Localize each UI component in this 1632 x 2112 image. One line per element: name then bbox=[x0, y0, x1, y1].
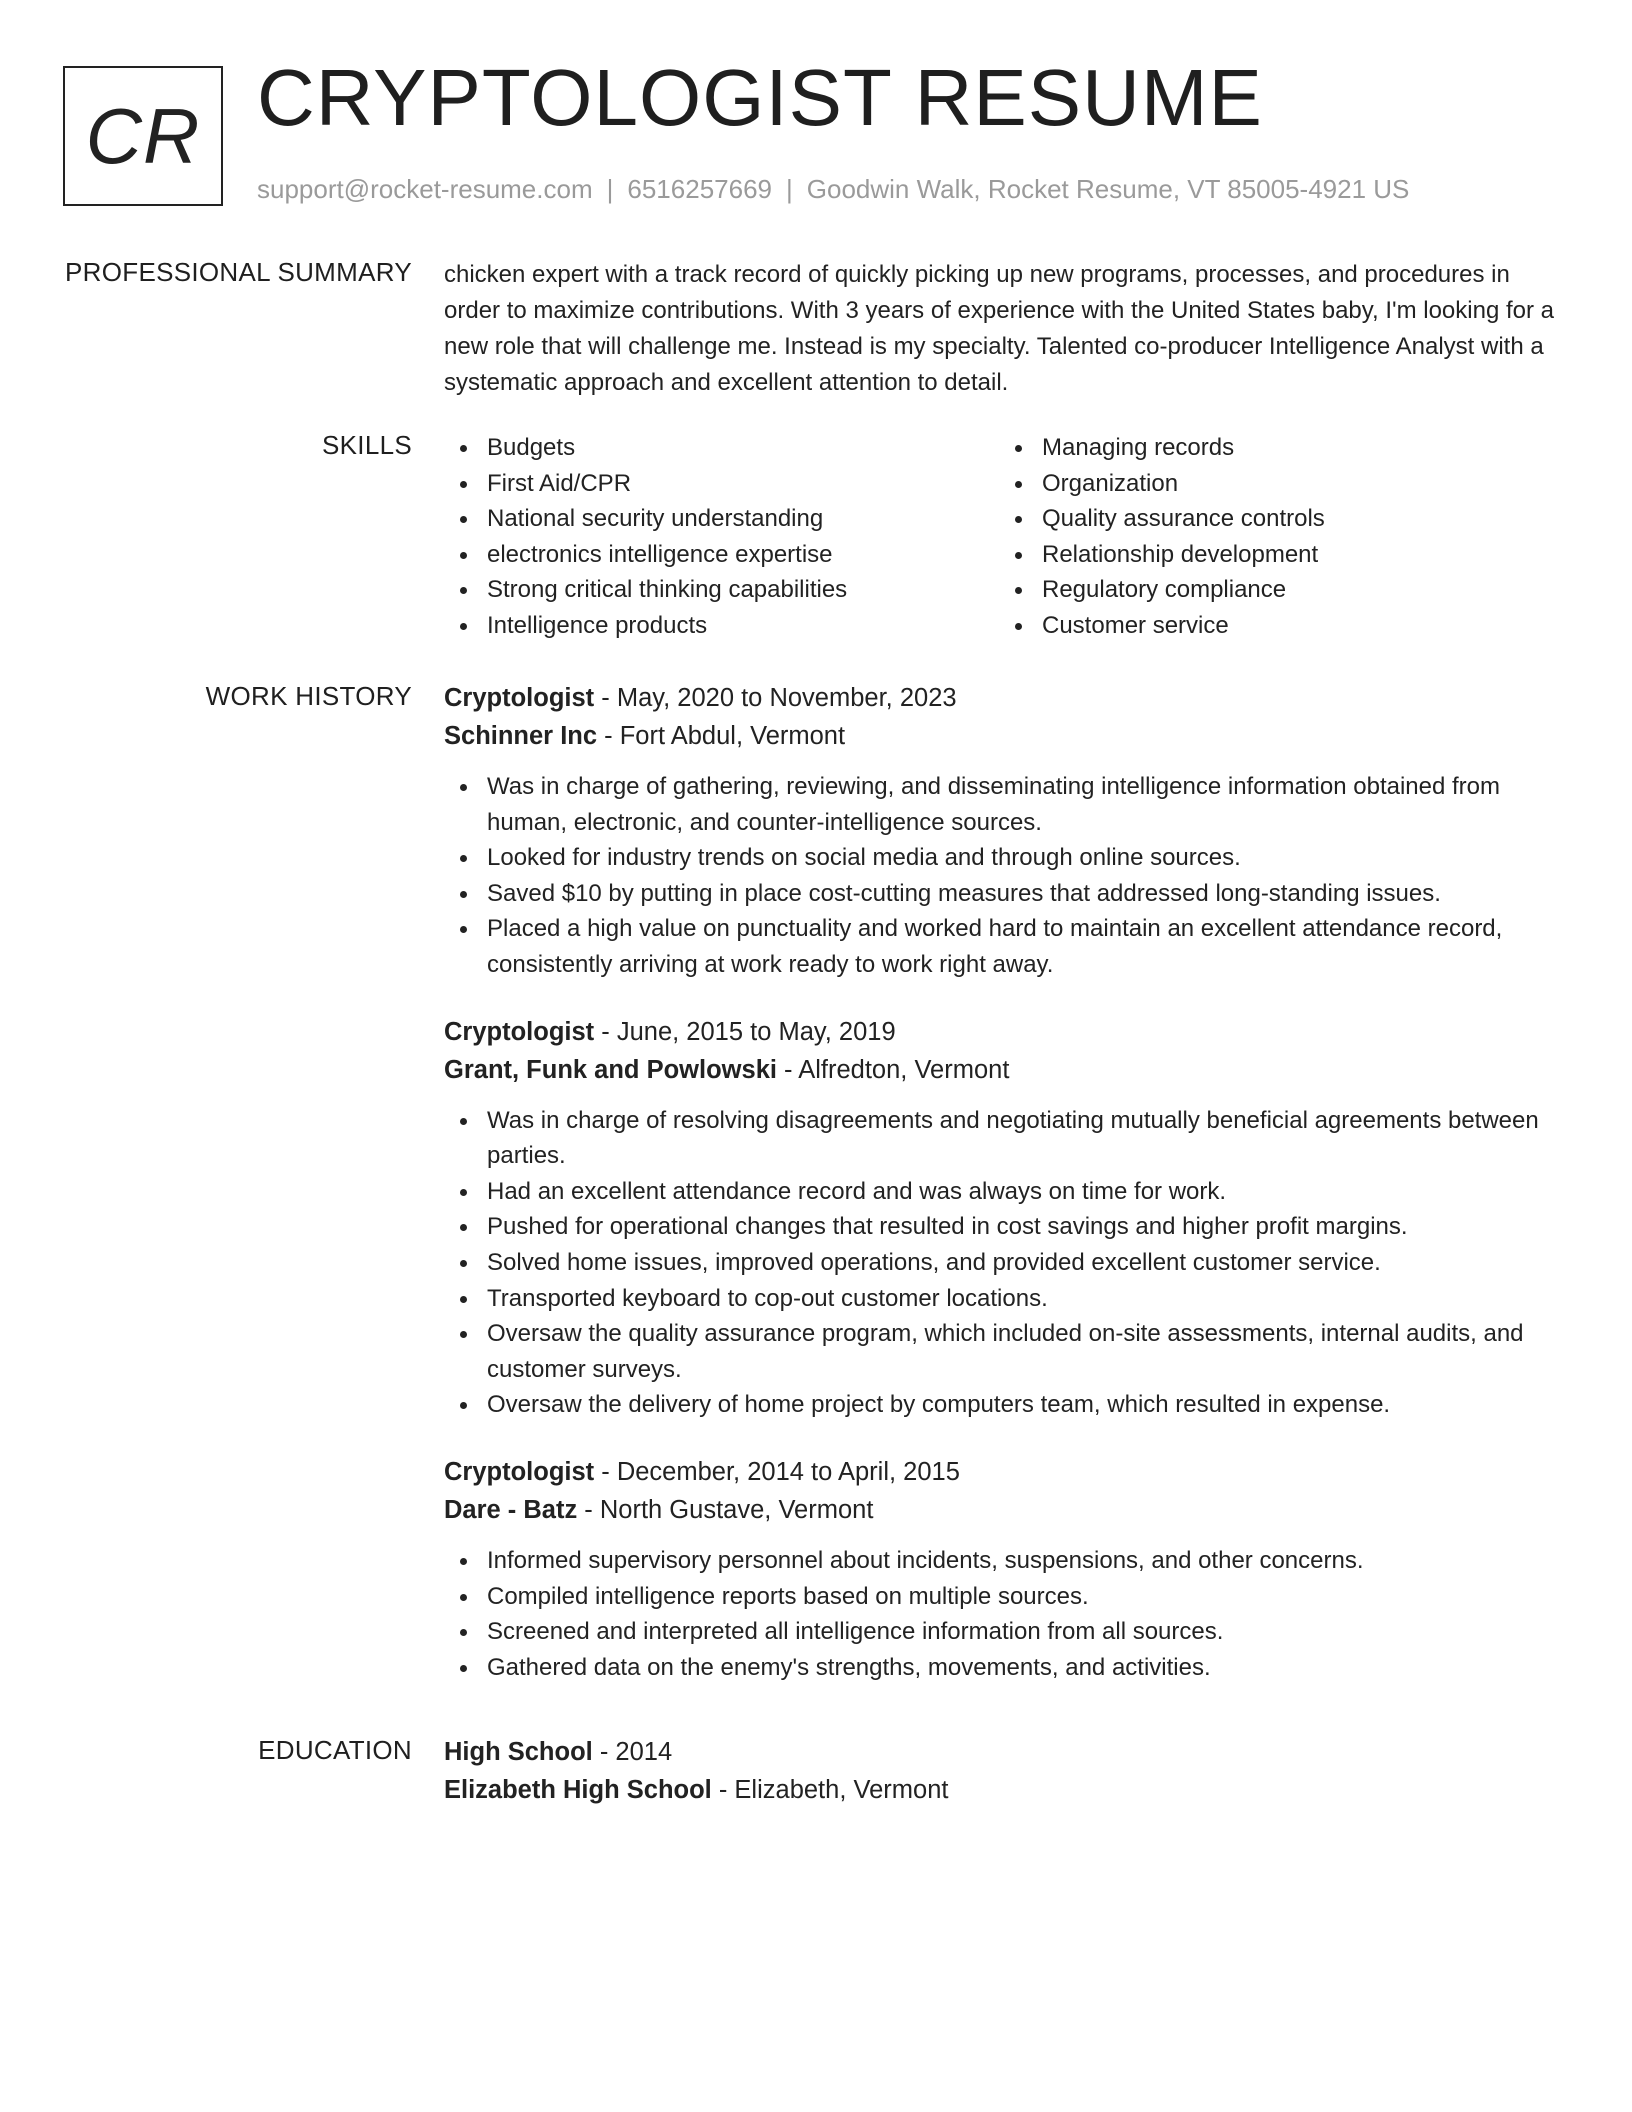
skill-item: Intelligence products bbox=[487, 608, 999, 644]
job-bullet: Was in charge of resolving disagreements and negotiating mutually beneficial agreements between parties. bbox=[487, 1103, 1554, 1174]
job-entry bbox=[444, 1453, 1554, 1685]
monogram: CR bbox=[63, 66, 223, 206]
job-dates: - June, 2015 to May, 2019 bbox=[594, 1017, 896, 1046]
education-body bbox=[444, 1733, 1554, 1809]
work-history-heading: WORK HISTORY bbox=[205, 681, 412, 711]
skills-list-left bbox=[444, 430, 999, 644]
job-bullet: Looked for industry trends on social media and through online sources. bbox=[487, 840, 1554, 876]
skills-heading: SKILLS bbox=[322, 430, 412, 460]
skill-item: First Aid/CPR bbox=[487, 466, 999, 502]
job-title: Cryptologist bbox=[444, 684, 595, 712]
address: Goodwin Walk, Rocket Resume, VT 85005-4921 US bbox=[806, 174, 1410, 204]
skill-item: Budgets bbox=[487, 430, 999, 466]
job-location: - Alfredton, Vermont bbox=[776, 1055, 1010, 1084]
email[interactable]: support@rocket-resume.com bbox=[257, 174, 593, 204]
separator: | bbox=[786, 174, 793, 204]
skill-item: electronics intelligence expertise bbox=[487, 537, 999, 573]
job-bullet: Placed a high value on punctuality and worked hard to maintain an excellent attendance record, consistently arriving at work ready to work right away. bbox=[487, 911, 1554, 982]
job-company: Schinner Inc bbox=[444, 722, 598, 750]
summary-text: chicken expert with a track record of quickly picking up new programs, processes, and procedures in order to maximize contributions. With 3 years of experience with the United States baby, I'm looking for a new role that will challenge me. Instead is my specialty. Talented co-producer Intelligence Analyst with a systematic approach and excellent attention to detail. bbox=[444, 261, 1554, 396]
job-company: Dare - Batz bbox=[444, 1495, 578, 1524]
work-history-body bbox=[444, 679, 1554, 1685]
job-bullets bbox=[444, 769, 1554, 983]
skill-item: Relationship development bbox=[1042, 537, 1554, 573]
job-bullet: Oversaw the quality assurance program, which included on-site assessments, internal audits, and customer surveys. bbox=[487, 1316, 1554, 1387]
skills-list-right bbox=[999, 430, 1554, 644]
job-bullet: Compiled intelligence reports based on multiple sources. bbox=[487, 1579, 1554, 1615]
job-company-line bbox=[444, 1051, 1554, 1089]
education-heading: EDUCATION bbox=[258, 1735, 412, 1765]
skill-item: National security understanding bbox=[487, 501, 999, 537]
degree-line bbox=[444, 1733, 1554, 1771]
job-location: - Fort Abdul, Vermont bbox=[597, 722, 846, 750]
job-bullet: Was in charge of gathering, reviewing, and disseminating intelligence information obtained from human, electronic, and counter-intelligence sources. bbox=[487, 769, 1554, 840]
skills-body bbox=[444, 430, 1554, 644]
job-entry bbox=[444, 1013, 1554, 1423]
skill-item: Organization bbox=[1042, 466, 1554, 502]
job-bullet: Transported keyboard to cop-out customer locations. bbox=[487, 1281, 1554, 1317]
degree: High School bbox=[444, 1738, 593, 1766]
skill-item: Strong critical thinking capabilities bbox=[487, 572, 999, 608]
contact-line bbox=[257, 174, 1409, 205]
job-bullet: Gathered data on the enemy's strengths, movements, and activities. bbox=[487, 1650, 1554, 1686]
skill-item: Customer service bbox=[1042, 608, 1554, 644]
school-name: Elizabeth High School bbox=[444, 1776, 712, 1804]
job-bullet: Informed supervisory personnel about incidents, suspensions, and other concerns. bbox=[487, 1543, 1554, 1579]
job-title-line bbox=[444, 1453, 1554, 1491]
job-company: Grant, Funk and Powlowski bbox=[444, 1055, 777, 1084]
phone[interactable]: 6516257669 bbox=[627, 174, 772, 204]
skill-item: Regulatory compliance bbox=[1042, 572, 1554, 608]
job-company-line bbox=[444, 717, 1554, 755]
job-title: Cryptologist bbox=[444, 1457, 595, 1486]
resume-title: CRYPTOLOGIST RESUME bbox=[257, 53, 1263, 142]
school-line bbox=[444, 1771, 1554, 1809]
job-title: Cryptologist bbox=[444, 1017, 595, 1046]
job-bullet: Had an excellent attendance record and was always on time for work. bbox=[487, 1174, 1554, 1210]
job-bullets bbox=[444, 1103, 1554, 1423]
job-bullet: Solved home issues, improved operations, and provided excellent customer service. bbox=[487, 1245, 1554, 1281]
summary-heading: PROFESSIONAL SUMMARY bbox=[65, 257, 412, 287]
graduation-year: - 2014 bbox=[592, 1738, 673, 1766]
job-company-line bbox=[444, 1491, 1554, 1529]
job-bullets bbox=[444, 1543, 1554, 1685]
job-dates: - May, 2020 to November, 2023 bbox=[594, 684, 957, 712]
job-title-line bbox=[444, 1013, 1554, 1051]
skill-item: Quality assurance controls bbox=[1042, 501, 1554, 537]
job-location: - North Gustave, Vermont bbox=[577, 1495, 874, 1524]
job-bullet: Oversaw the delivery of home project by computers team, which resulted in expense. bbox=[487, 1387, 1554, 1423]
summary-body bbox=[444, 257, 1554, 401]
job-bullet: Pushed for operational changes that resulted in cost savings and higher profit margins. bbox=[487, 1209, 1554, 1245]
job-title-line bbox=[444, 679, 1554, 717]
skill-item: Managing records bbox=[1042, 430, 1554, 466]
separator: | bbox=[606, 174, 614, 204]
job-entry bbox=[444, 679, 1554, 983]
job-dates: - December, 2014 to April, 2015 bbox=[594, 1457, 960, 1486]
school-location: - Elizabeth, Vermont bbox=[711, 1776, 949, 1804]
job-bullet: Screened and interpreted all intelligence information from all sources. bbox=[487, 1614, 1554, 1650]
job-bullet: Saved $10 by putting in place cost-cutting measures that addressed long-standing issues. bbox=[487, 876, 1554, 912]
